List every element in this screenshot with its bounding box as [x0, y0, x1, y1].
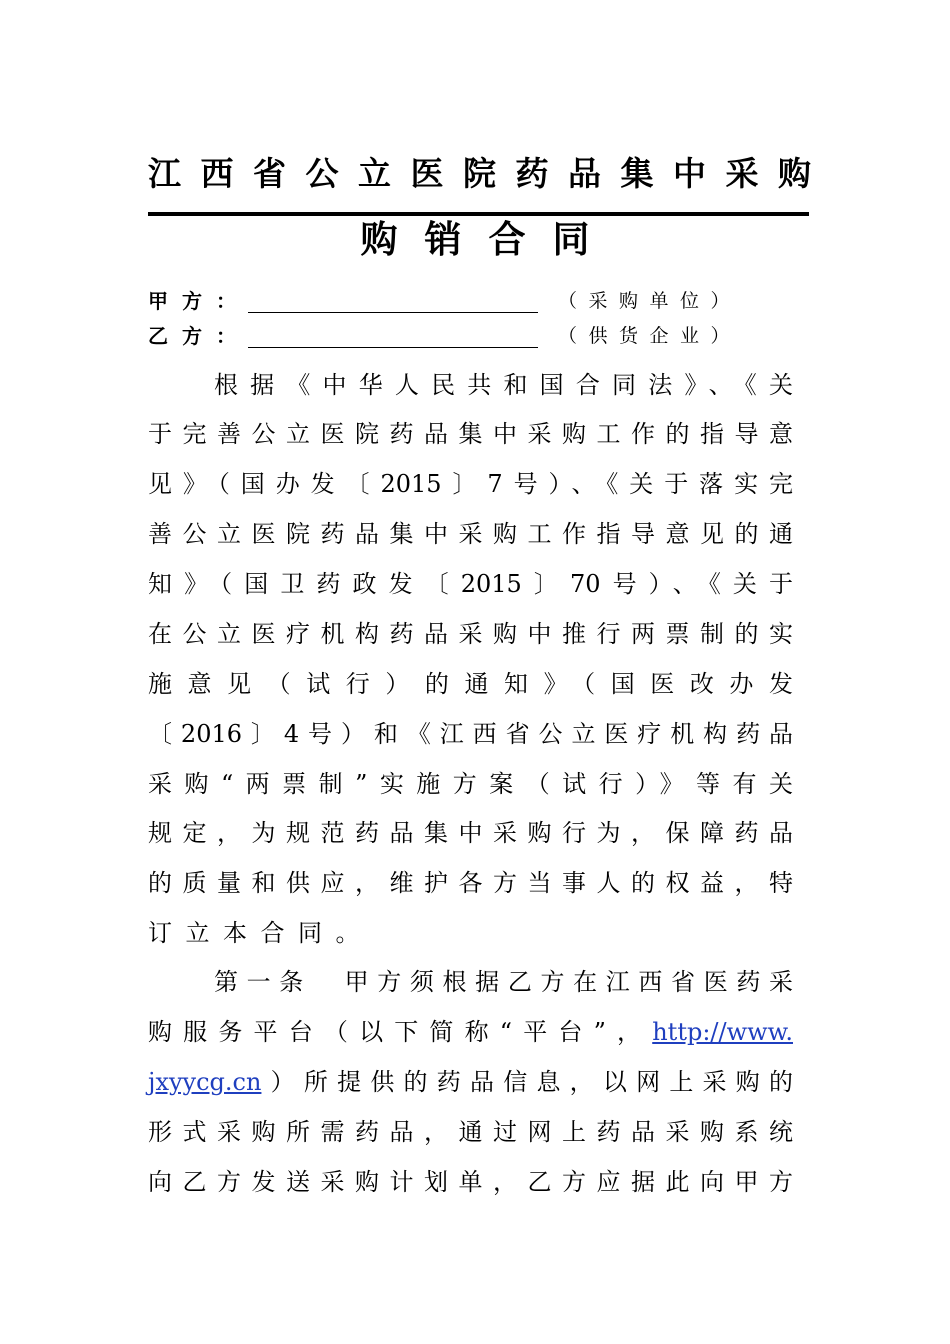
party-a-label: 甲方：: [148, 289, 250, 313]
paragraph1-line: 采购“两票制”实施方案（试行）》等有关: [148, 770, 793, 798]
party-b-note: （供货企业）: [558, 325, 742, 347]
paragraph1-line: 于完善公立医院药品集中采购工作的指导意: [148, 420, 793, 448]
document-title-line1: 江西省公立医院药品集中采购: [148, 154, 831, 193]
platform-link-continued[interactable]: jxyycg.cn: [148, 1068, 262, 1096]
paragraph1-line: 知》（国卫药政发〔2015〕70号）、《关于: [148, 570, 793, 598]
article1-line: [148, 1062, 793, 1102]
paragraph1-line: 根据《中华人民共和国合同法》、《关: [214, 371, 793, 399]
paragraph1-line: 的质量和供应，维护各方当事人的权益，特: [148, 869, 793, 897]
article1-line-text: 购服务平台（以下简称“平台”，: [148, 1018, 653, 1046]
party-b-label: 乙方：: [148, 324, 250, 348]
paragraph1-line: 见》（国办发〔2015〕7号）、《关于落实完: [148, 470, 793, 498]
paragraph1-line: 规定，为规范药品集中采购行为，保障药品: [148, 819, 793, 847]
article1-line: [148, 1012, 793, 1052]
platform-link[interactable]: http://www.: [652, 1018, 793, 1046]
party-b-blank: [248, 347, 538, 348]
article1-line: 第一条 甲方须根据乙方在江西省医药采: [214, 968, 793, 996]
paragraph1-line: 〔2016〕4号）和《江西省公立医疗机构药品: [148, 720, 793, 748]
paragraph1-line: 订立本合同。: [148, 919, 373, 947]
party-a-note: （采购单位）: [558, 290, 742, 312]
article1-line: 向乙方发送采购计划单，乙方应据此向甲方: [148, 1168, 793, 1196]
article1-line-text: ）所提供的药品信息，以网上采购的: [261, 1068, 793, 1096]
article1-line: 形式采购所需药品，通过网上药品采购系统: [148, 1118, 793, 1146]
paragraph1-line: 善公立医院药品集中采购工作指导意见的通: [148, 520, 793, 548]
document-title-line2: 购销合同: [360, 218, 617, 261]
party-a-blank: [248, 312, 538, 313]
paragraph1-line: 在公立医疗机构药品采购中推行两票制的实: [148, 620, 793, 648]
paragraph1-line: 施意见（试行）的通知》（国医改办发: [148, 670, 793, 698]
